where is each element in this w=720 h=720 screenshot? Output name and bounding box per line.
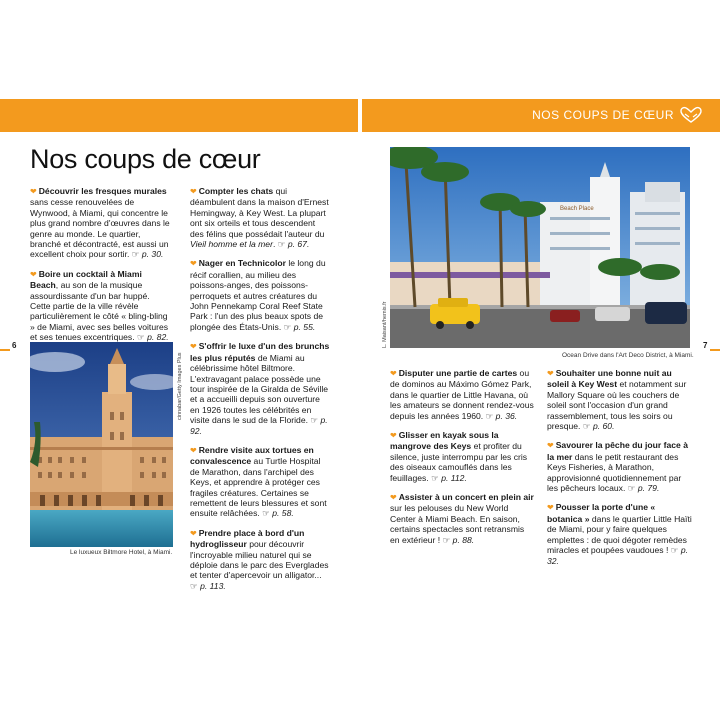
biltmore-hotel-photo [30, 342, 173, 547]
list-item: ❤ Assister à un concert en plein air sur les pelouses du New World Center à Miami Beach. En saison, certains spectacles sont retransmis en extérieur ! ☞ p. 88. [390, 492, 534, 545]
heart-icon: ❤ [30, 187, 37, 196]
heart-icon: ❤ [390, 493, 397, 503]
list-item: ❤ Compter les chats qui déambulent dans la maison d'Ernest Hemingway, à Key West. La plupart ont six orteils et tous descendent des félins que possédait l'auteur du Vieil homme et la mer. ☞ p. 67. [190, 186, 329, 250]
list-item: ❤ Découvrir les fresques murales sans cesse renouvelées de Wynwood, à Miami, qui concentre le plus grand nombre d'œuvres dans le genre au monde. Le quartier, branché et décontracté, est aussi un excellent choix pour sortir. ☞ p. 30. [30, 186, 170, 260]
heart-icon: ❤ [547, 441, 554, 451]
heart-icon: ❤ [190, 259, 197, 269]
arrow-ref-icon: ☞ [277, 239, 286, 250]
heart-icon: ❤ [190, 445, 197, 455]
heart-icon: ❤ [390, 369, 397, 378]
arrow-ref-icon: ☞ [442, 534, 451, 545]
list-item: ❤ Pousser la porte d'une « botanica » dans le quartier Little Haïti de Miami, pour y faire quelques emplettes : de quoi dégoter remèdes miracles et poupées vaudoues ! ☞ p. 32. [547, 502, 692, 566]
photo-credit: L. Maisant/hemis.fr [382, 301, 388, 348]
arrow-ref-icon: ☞ [283, 321, 292, 332]
photo-caption: Le luxueux Biltmore Hotel, à Miami. [70, 549, 173, 556]
header-band-right [362, 99, 720, 132]
arrow-ref-icon: ☞ [485, 410, 494, 421]
list-item: ❤ Rendre visite aux tortues en convalescence au Turtle Hospital de Marathon, dans l'archipel des Keys, et apprendre à protéger ces fragiles créatures. Certaines se remettent de leurs blessures et sont ensuite relâchées. ☞ p. 58. [190, 444, 327, 519]
header-band-left [0, 99, 358, 132]
ocean-drive-photo [390, 147, 690, 348]
arrow-ref-icon: ☞ [310, 415, 319, 426]
heart-hands-icon [680, 106, 702, 124]
arrow-ref-icon: ☞ [262, 508, 270, 519]
arrow-ref-icon: ☞ [670, 545, 679, 556]
list-item: ❤ Savourer la pêche du jour face à la mer dans le petit restaurant des Keys Fisheries, à Marathon, approvisionné quotidiennement par les pêcheurs locaux. ☞ p. 79. [547, 440, 688, 494]
heart-icon: ❤ [30, 269, 37, 279]
heart-icon: ❤ [547, 369, 554, 378]
list-item: ❤ Disputer une partie de cartes ou de dominos au Máximo Gómez Park, dans le quartier de Little Havana, où les amateurs se donnent rendez-vous depuis les années 1960. ☞ p. 36. [390, 368, 534, 421]
section-title: NOS COUPS DE CŒUR [532, 108, 674, 122]
heart-icon: ❤ [390, 431, 397, 441]
page-number-left: 6 [12, 341, 17, 350]
list-item: ❤ Glisser en kayak sous la mangrove des Keys et profiter du silence, juste interrompu par les cris des oiseaux camouflés dans les feuillages. ☞ p. 112. [390, 430, 528, 483]
page-tick-left [0, 349, 10, 351]
list-item: ❤ Nager en Technicolor le long du récif corallien, au milieu des poissons-anges, des poissons-perroquets et autres créatures du John Pennekamp Coral Reef State Park : l'un des plus beaux spots de plongée des États-Unis. ☞ p. 55. [190, 258, 326, 332]
list-item: ❤ Prendre place à bord d'un hydroglisseur pour découvrir l'incroyable milieu naturel qui se déploie dans le parc des Everglades et tenter d'apercevoir un alligator... ☞ p. 113. [190, 527, 329, 591]
heart-icon: ❤ [190, 187, 197, 196]
page-number-right: 7 [703, 341, 708, 350]
arrow-ref-icon: ☞ [582, 421, 591, 432]
heart-icon: ❤ [547, 503, 554, 513]
photo-credit: cinnabar/Getty Images Plus [177, 352, 183, 420]
arrow-ref-icon: ☞ [131, 249, 140, 260]
arrow-ref-icon: ☞ [137, 332, 145, 343]
column-right-2 [547, 368, 692, 575]
photo-caption: Ocean Drive dans l'Art Deco District, à Miami. [562, 352, 694, 359]
column-right-1 [390, 368, 535, 554]
heart-icon: ❤ [190, 342, 197, 352]
arrow-ref-icon: ☞ [627, 483, 636, 494]
page-title: Nos coups de cœur [30, 144, 261, 174]
arrow-ref-icon: ☞ [431, 472, 439, 483]
heart-icon: ❤ [190, 528, 197, 538]
list-item: ❤ S'offrir le luxe d'un des brunchs les plus réputés de Miami au célébrissime hôtel Biltmore. L'extravagant palace possède une tour inspirée de la Giralda de Séville et a accueilli depuis son ouverture en 1926 toutes les célébrités en visite dans le sud de la Floride. ☞ p. 92. [190, 341, 330, 436]
arrow-ref-icon: ☞ [190, 580, 198, 591]
sign-text: Beach Place [560, 206, 594, 212]
list-item: ❤ Boire un cocktail à Miami Beach, au son de la musique assourdissante d'un bar huppé. Cette partie de la ville révèle particulièrement le côté « bling-bling » de Miami, avec ses belles voitures et ses tenues excentriques. ☞ p. 82. [30, 268, 169, 343]
list-item: ❤ Souhaiter une bonne nuit au soleil à Key West et notamment sur Mallory Square où les couchers de soleil sont l'occasion d'un grand rassemblement, tous les soirs ou presque. ☞ p. 60. [547, 368, 687, 432]
column-left-1 [30, 186, 170, 352]
page-tick-right [710, 349, 720, 351]
column-left-2 [190, 186, 330, 600]
